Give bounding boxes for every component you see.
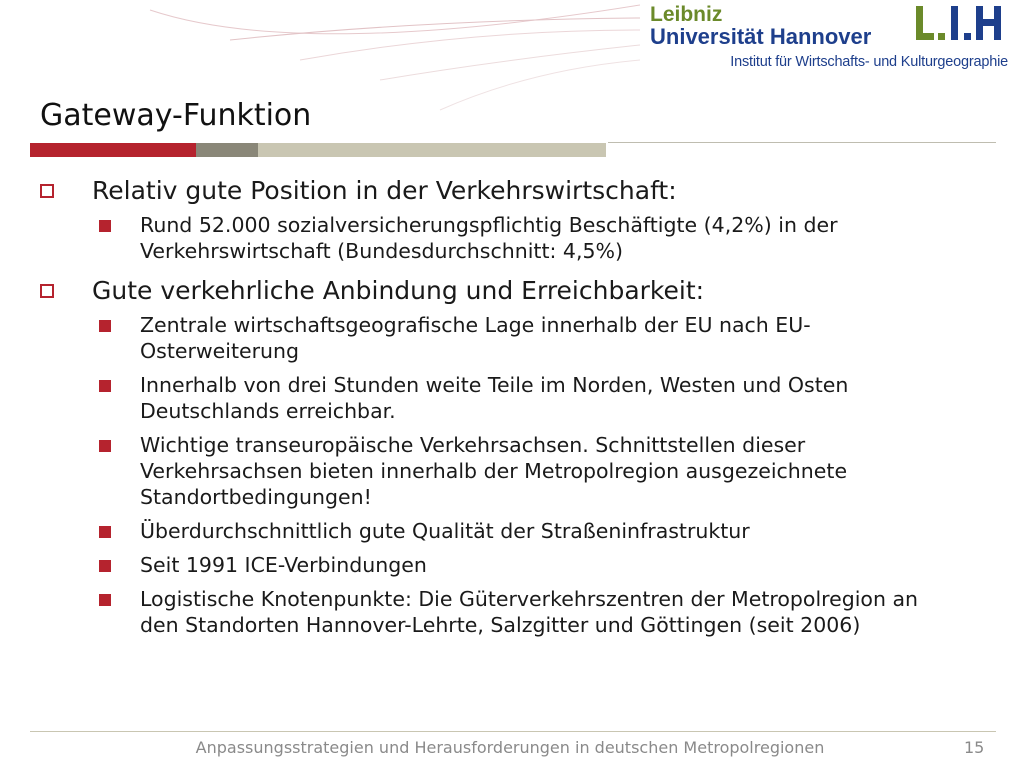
sub-bullet-text: Seit 1991 ICE-Verbindungen — [140, 553, 427, 577]
filled-square-bullet-icon — [99, 220, 111, 232]
sub-bullet-text: Logistische Knotenpunkte: Die Güterverkehrszentren der Metropolregion an den Standorten Hannover-Lehrte, Salzgitter und Göttingen (seit 2006) — [140, 587, 919, 637]
sub-bullet-text: Überdurchschnittlich gute Qualität der Straßeninfrastruktur — [140, 519, 750, 543]
luh-logo-mark-icon — [916, 6, 1008, 46]
list-item — [40, 274, 990, 308]
sub-list-item — [99, 432, 990, 510]
title-bar-beige-segment — [258, 143, 606, 157]
logo-leibniz-text: Leibniz — [650, 3, 723, 26]
sub-list-item — [99, 552, 990, 578]
hollow-square-bullet-icon — [40, 184, 54, 198]
sub-list-item — [99, 312, 990, 364]
bullet-text: Relativ gute Position in der Verkehrswirtschaft: — [92, 176, 677, 205]
sub-list-item — [99, 212, 990, 264]
title-underline-bar — [30, 143, 606, 157]
sub-list-item — [99, 518, 990, 544]
filled-square-bullet-icon — [99, 560, 111, 572]
filled-square-bullet-icon — [99, 440, 111, 452]
filled-square-bullet-icon — [99, 380, 111, 392]
sub-bullet-text: Innerhalb von drei Stunden weite Teile im Norden, Westen und Osten Deutschlands erreichbar. — [140, 373, 849, 423]
filled-square-bullet-icon — [99, 526, 111, 538]
institute-name: Institut für Wirtschafts- und Kulturgeographie — [730, 54, 1008, 70]
filled-square-bullet-icon — [99, 320, 111, 332]
title-rule — [608, 142, 996, 143]
university-logo — [650, 4, 1010, 74]
logo-university-text: Universität Hannover — [650, 24, 872, 49]
sub-list-item — [99, 586, 990, 638]
sub-bullet-text: Wichtige transeuropäische Verkehrsachsen. Schnittstellen dieser Verkehrsachsen bieten innerhalb der Metropolregion ausgezeichnete Standortbedingungen! — [140, 433, 848, 509]
sub-list-item — [99, 372, 990, 424]
page-title: Gateway-Funktion — [40, 98, 312, 133]
slide-content — [40, 170, 990, 638]
hollow-square-bullet-icon — [40, 284, 54, 298]
sub-bullet-text: Zentrale wirtschaftsgeografische Lage innerhalb der EU nach EU-Osterweiterung — [140, 313, 811, 363]
list-item — [40, 174, 990, 208]
page-number: 15 — [964, 738, 985, 757]
title-bar-red-segment — [30, 143, 196, 157]
footer-text: Anpassungsstrategien und Herausforderungen in deutschen Metropolregionen — [195, 738, 825, 757]
sub-bullet-text: Rund 52.000 sozialversicherungspflichtig Beschäftigte (4,2%) in der Verkehrswirtschaft (Bundesdurchschnitt: 4,5%) — [140, 213, 838, 263]
title-bar-gray-segment — [196, 143, 258, 157]
bullet-text: Gute verkehrliche Anbindung und Erreichbarkeit: — [92, 276, 705, 305]
filled-square-bullet-icon — [99, 594, 111, 606]
footer-rule — [30, 731, 996, 732]
